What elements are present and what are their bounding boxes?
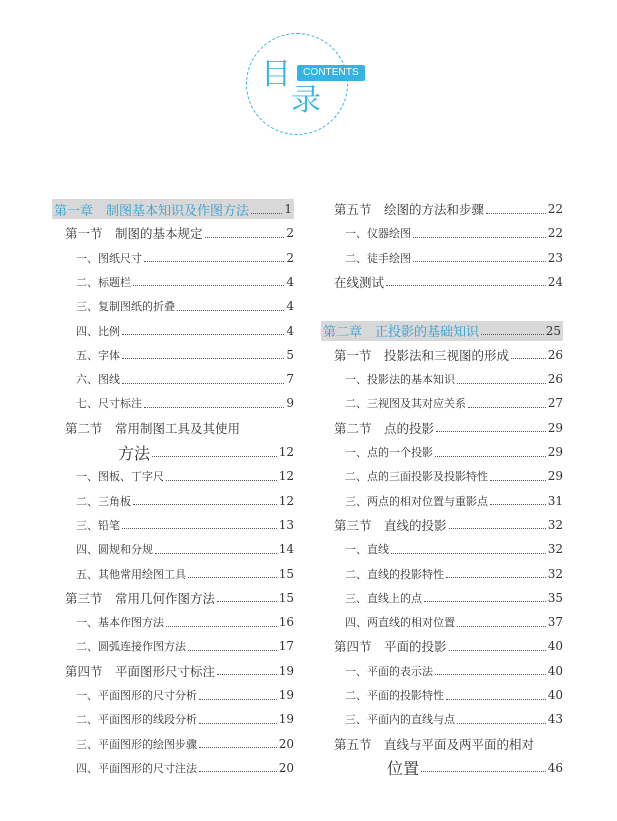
toc-page-number: 26 [547, 347, 563, 362]
toc-entry-chapter[interactable] [321, 321, 563, 341]
toc-dot-leader [122, 383, 284, 384]
toc-page-number: 22 [547, 226, 563, 241]
toc-dot-leader [435, 456, 546, 457]
toc-page-number: 17 [278, 639, 294, 654]
toc-entry-item[interactable] [76, 758, 294, 778]
toc-entry-title: 四、两直线的相对位置 [345, 616, 455, 630]
toc-entry-chapter[interactable] [52, 199, 294, 219]
toc-entry-title: 一、投影法的基本知识 [345, 373, 455, 387]
toc-entry-title: 六、图线 [76, 373, 120, 387]
toc-dot-leader [122, 334, 284, 335]
toc-dot-leader [188, 577, 277, 578]
toc-entry-title: 一、平面的表示法 [345, 664, 433, 678]
toc-dot-leader [486, 213, 546, 214]
toc-page-number: 4 [286, 274, 294, 289]
toc-entry-title: 第二章 正投影的基础知识 [323, 325, 480, 340]
toc-entry-title: 一、点的一个投影 [345, 446, 433, 459]
toc-dot-leader [435, 674, 546, 675]
toc-page-number: 22 [547, 202, 563, 216]
toc-page-number: 32 [547, 542, 563, 557]
toc-entry-section-cont[interactable] [387, 758, 563, 778]
toc-page-number: 15 [278, 566, 294, 581]
toc-entry-item[interactable] [345, 588, 563, 608]
toc-entry-title: 第四节 平面的投影 [334, 639, 447, 655]
toc-dot-leader [122, 528, 277, 529]
toc-entry-title: 二、直线的投影特性 [345, 567, 444, 581]
toc-dot-leader [199, 771, 277, 772]
toc-entry-item[interactable] [345, 442, 563, 462]
toc-entry-item[interactable] [76, 393, 294, 413]
toc-entry-section[interactable] [334, 636, 563, 656]
toc-dot-leader [122, 358, 284, 359]
toc-entry-title: 第三节 常用几何作图方法 [65, 590, 216, 606]
toc-dot-leader [144, 407, 284, 408]
toc-dot-leader [468, 407, 546, 408]
toc-entry-section-cont[interactable] [118, 442, 294, 462]
toc-page-number: 40 [547, 663, 563, 678]
toc-entry-title: 三、铅笔 [76, 518, 120, 532]
toc-entry-title: 二、平面的投影特性 [345, 689, 444, 702]
toc-page-number: 37 [547, 615, 563, 630]
toc-page-number: 2 [286, 250, 294, 265]
toc-entry-title: 三、两点的相对位置与重影点 [345, 494, 488, 508]
toc-entry-title: 第四节 平面图形尺寸标注 [65, 663, 216, 679]
toc-page-number: 35 [547, 590, 563, 605]
toc-entry-item[interactable] [76, 248, 294, 268]
logo-contents-badge: CONTENTS [297, 65, 365, 81]
toc-entry-section[interactable] [334, 515, 563, 535]
toc-entry-item[interactable] [345, 393, 563, 413]
toc-entry-title: 第五节 直线与平面及两平面的相对 [334, 736, 535, 752]
toc-page-number: 29 [547, 420, 563, 435]
toc-dot-leader [199, 699, 277, 700]
toc-page-number: 13 [278, 517, 294, 532]
toc-entry-section[interactable] [334, 199, 563, 219]
toc-page-number: 12 [278, 445, 294, 459]
toc-entry-title: 第三节 直线的投影 [334, 517, 447, 533]
toc-entry-title: 第一章 制图基本知识及作图方法 [54, 203, 250, 219]
toc-entry-section[interactable] [65, 588, 294, 608]
toc-dot-leader [457, 723, 546, 724]
toc-page-number: 24 [547, 274, 563, 289]
toc-entry-test[interactable] [334, 272, 563, 292]
toc-entry-section[interactable] [334, 418, 563, 438]
toc-entry-item[interactable] [345, 685, 563, 705]
logo-title-char-mu: 目 [261, 57, 291, 92]
toc-entry-section[interactable] [65, 418, 294, 438]
toc-entry-title: 四、平面图形的尺寸注法 [76, 761, 197, 775]
toc-entry-item[interactable] [345, 491, 563, 511]
toc-entry-title: 一、图板、丁字尺 [76, 470, 164, 484]
toc-page-number: 31 [547, 493, 563, 508]
toc-dot-leader [436, 431, 546, 432]
toc-entry-item[interactable] [76, 734, 294, 754]
toc-entry-title: 二、三视图及其对应关系 [345, 397, 466, 411]
toc-entry-title: 七、尺寸标注 [76, 397, 142, 411]
toc-dot-leader [413, 261, 546, 262]
toc-dot-leader [421, 771, 546, 772]
toc-entry-item[interactable] [76, 564, 294, 584]
toc-entry-title: 二、徒手绘图 [345, 251, 411, 265]
toc-entry-item[interactable] [76, 296, 294, 316]
toc-dot-leader [217, 601, 277, 602]
toc-dot-leader [490, 480, 546, 481]
toc-dot-leader [152, 456, 277, 457]
toc-entry-title: 五、字体 [76, 348, 120, 362]
toc-entry-item[interactable] [76, 321, 294, 341]
toc-entry-item[interactable] [345, 539, 563, 559]
toc-dot-leader [155, 553, 277, 554]
toc-entry-item[interactable] [345, 369, 563, 389]
toc-entry-title: 在线测试 [334, 274, 385, 290]
toc-entry-section[interactable] [334, 734, 563, 754]
toc-dot-leader [199, 747, 277, 748]
toc-dot-leader [166, 626, 277, 627]
toc-dot-leader [481, 334, 544, 335]
toc-entry-title: 一、仪器绘图 [345, 227, 411, 241]
toc-entry-title: 一、直线 [345, 543, 389, 557]
toc-page-number: 26 [547, 372, 563, 387]
toc-page-number: 23 [547, 250, 563, 265]
toc-entry-title: 第一节 制图的基本规定 [65, 226, 203, 242]
toc-entry-item[interactable] [76, 685, 294, 705]
toc-entry-title: 第二节 常用制图工具及其使用 [65, 420, 241, 436]
toc-page-number: 12 [278, 493, 294, 508]
toc-dot-leader [177, 310, 284, 311]
toc-entry-item[interactable] [76, 515, 294, 535]
toc-dot-leader [188, 650, 277, 651]
toc-entry-title: 四、圆规和分规 [76, 543, 153, 557]
toc-dot-leader [217, 674, 277, 675]
toc-entry-item[interactable] [345, 223, 563, 243]
toc-entry-item[interactable] [345, 564, 563, 584]
toc-dot-leader [133, 285, 284, 286]
toc-dot-leader [386, 285, 546, 286]
toc-entry-title: 二、圆弧连接作图方法 [76, 640, 186, 654]
toc-page-number: 29 [547, 469, 563, 484]
toc-entry-item[interactable] [76, 709, 294, 729]
toc-entry-title: 方法 [118, 443, 151, 463]
toc-entry-item[interactable] [345, 709, 563, 729]
toc-dot-leader [144, 261, 284, 262]
toc-page-number: 7 [286, 372, 294, 387]
toc-entry-title: 二、点的三面投影及投影特性 [345, 470, 488, 484]
toc-entry-title: 二、三角板 [76, 494, 131, 508]
toc-entry-title: 三、复制图纸的折叠 [76, 300, 175, 314]
toc-page-number: 46 [547, 760, 563, 775]
toc-page-number: 12 [278, 469, 294, 484]
toc-entry-title: 一、图纸尺寸 [76, 251, 142, 265]
toc-dot-leader [251, 213, 282, 214]
toc-entry-title: 一、平面图形的尺寸分析 [76, 689, 197, 702]
contents-logo [246, 33, 359, 135]
toc-page-number: 5 [286, 347, 294, 362]
toc-entry-title: 三、平面图形的绘图步骤 [76, 737, 197, 751]
toc-page-number: 25 [545, 323, 561, 338]
toc-entry-title: 第五节 绘图的方法和步骤 [334, 202, 485, 217]
toc-page-number: 14 [278, 542, 294, 557]
toc-entry-title: 第二节 点的投影 [334, 420, 435, 436]
toc-dot-leader [446, 699, 546, 700]
toc-entry-item[interactable] [76, 539, 294, 559]
toc-page-number: 27 [547, 396, 563, 411]
toc-entry-title: 四、比例 [76, 324, 120, 338]
toc-page-number: 40 [547, 639, 563, 654]
toc-entry-title: 第一节 投影法和三视图的形成 [334, 347, 510, 363]
toc-entry-item[interactable] [76, 345, 294, 365]
toc-page-number: 43 [547, 712, 563, 727]
toc-page-number: 9 [286, 396, 294, 411]
toc-dot-leader [446, 577, 546, 578]
toc-dot-leader [449, 650, 546, 651]
toc-page-number: 29 [547, 445, 563, 459]
toc-page-number: 32 [547, 566, 563, 581]
toc-entry-section[interactable] [334, 345, 563, 365]
toc-entry-section[interactable] [65, 661, 294, 681]
logo-title-char-lu: 录 [291, 83, 321, 118]
toc-entry-item[interactable] [76, 369, 294, 389]
toc-page-number: 16 [278, 615, 294, 630]
toc-entry-item[interactable] [76, 491, 294, 511]
toc-page-number: 20 [278, 736, 294, 751]
toc-page-number: 32 [547, 517, 563, 532]
toc-entry-item[interactable] [76, 612, 294, 632]
toc-dot-leader [457, 383, 546, 384]
toc-entry-title: 一、基本作图方法 [76, 616, 164, 630]
toc-entry-item[interactable] [345, 661, 563, 681]
toc-entry-title: 二、标题栏 [76, 275, 131, 289]
toc-entry-item[interactable] [76, 636, 294, 656]
toc-dot-leader [133, 504, 277, 505]
toc-page-number: 4 [286, 323, 294, 338]
toc-page-number: 19 [278, 663, 294, 678]
toc-dot-leader [457, 626, 546, 627]
toc-entry-item[interactable] [76, 466, 294, 486]
toc-dot-leader [424, 601, 546, 602]
toc-page-number: 15 [278, 590, 294, 605]
toc-dot-leader [490, 504, 546, 505]
toc-entry-section[interactable] [65, 223, 294, 243]
toc-page-number: 40 [547, 688, 563, 702]
toc-dot-leader [449, 528, 546, 529]
toc-dot-leader [413, 237, 546, 238]
toc-entry-item[interactable] [76, 272, 294, 292]
toc-page-number: 1 [284, 202, 292, 216]
toc-entry-item[interactable] [345, 248, 563, 268]
toc-entry-title: 位置 [387, 759, 420, 779]
toc-page-number: 2 [286, 226, 294, 241]
toc-entry-title: 五、其他常用绘图工具 [76, 567, 186, 581]
toc-dot-leader [391, 553, 546, 554]
toc-entry-title: 三、直线上的点 [345, 591, 422, 605]
toc-entry-title: 二、平面图形的线段分析 [76, 713, 197, 727]
toc-dot-leader [205, 237, 285, 238]
toc-page-number: 4 [286, 299, 294, 314]
toc-page-number: 19 [278, 712, 294, 727]
toc-dot-leader [511, 358, 546, 359]
toc-dot-leader [166, 480, 277, 481]
toc-entry-item[interactable] [345, 466, 563, 486]
toc-page-number: 19 [278, 688, 294, 702]
toc-page-number: 20 [278, 760, 294, 775]
toc-dot-leader [199, 723, 277, 724]
toc-entry-title: 三、平面内的直线与点 [345, 713, 455, 727]
toc-entry-item[interactable] [345, 612, 563, 632]
